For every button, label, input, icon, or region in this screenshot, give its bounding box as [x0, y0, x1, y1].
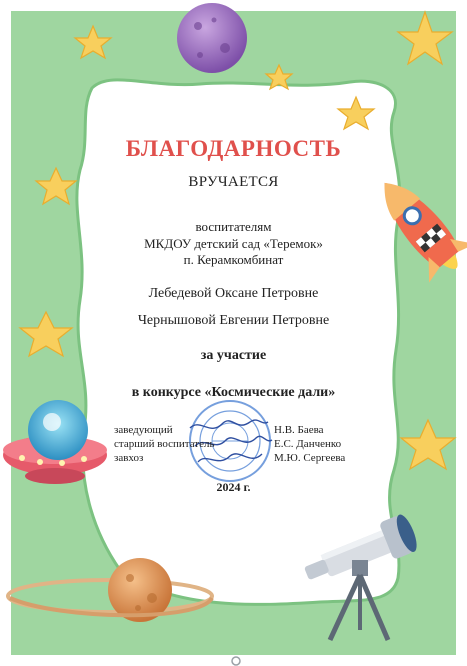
recipient-organization: МКДОУ детский сад «Теремок»	[144, 236, 323, 251]
certificate-subtitle: ВРУЧАЕТСЯ	[188, 174, 279, 190]
purple-planet-icon	[177, 3, 247, 73]
signatory-name: Е.С. Данченко	[274, 438, 342, 450]
recipient-name: Чернышовой Евгении Петровне	[137, 313, 330, 328]
signatory-name: Н.В. Баева	[274, 424, 324, 436]
recipient-role: воспитателям	[195, 219, 272, 234]
contest-name: в конкурсе «Космические дали»	[131, 385, 336, 400]
certificate-year: 2024 г.	[216, 480, 251, 494]
signatory-name: М.Ю. Сергеева	[274, 452, 346, 464]
signatory-role: старший воспитатель	[114, 438, 215, 450]
signatory-role: завхоз	[114, 452, 144, 464]
recipient-location: п. Керамкомбинат	[183, 252, 284, 267]
certificate-title: БЛАГОДАРНОСТЬ	[125, 136, 342, 161]
recipient-name: Лебедевой Оксане Петровне	[148, 286, 319, 301]
award-reason: за участие	[200, 348, 267, 363]
signatory-role: заведующий	[114, 424, 173, 436]
